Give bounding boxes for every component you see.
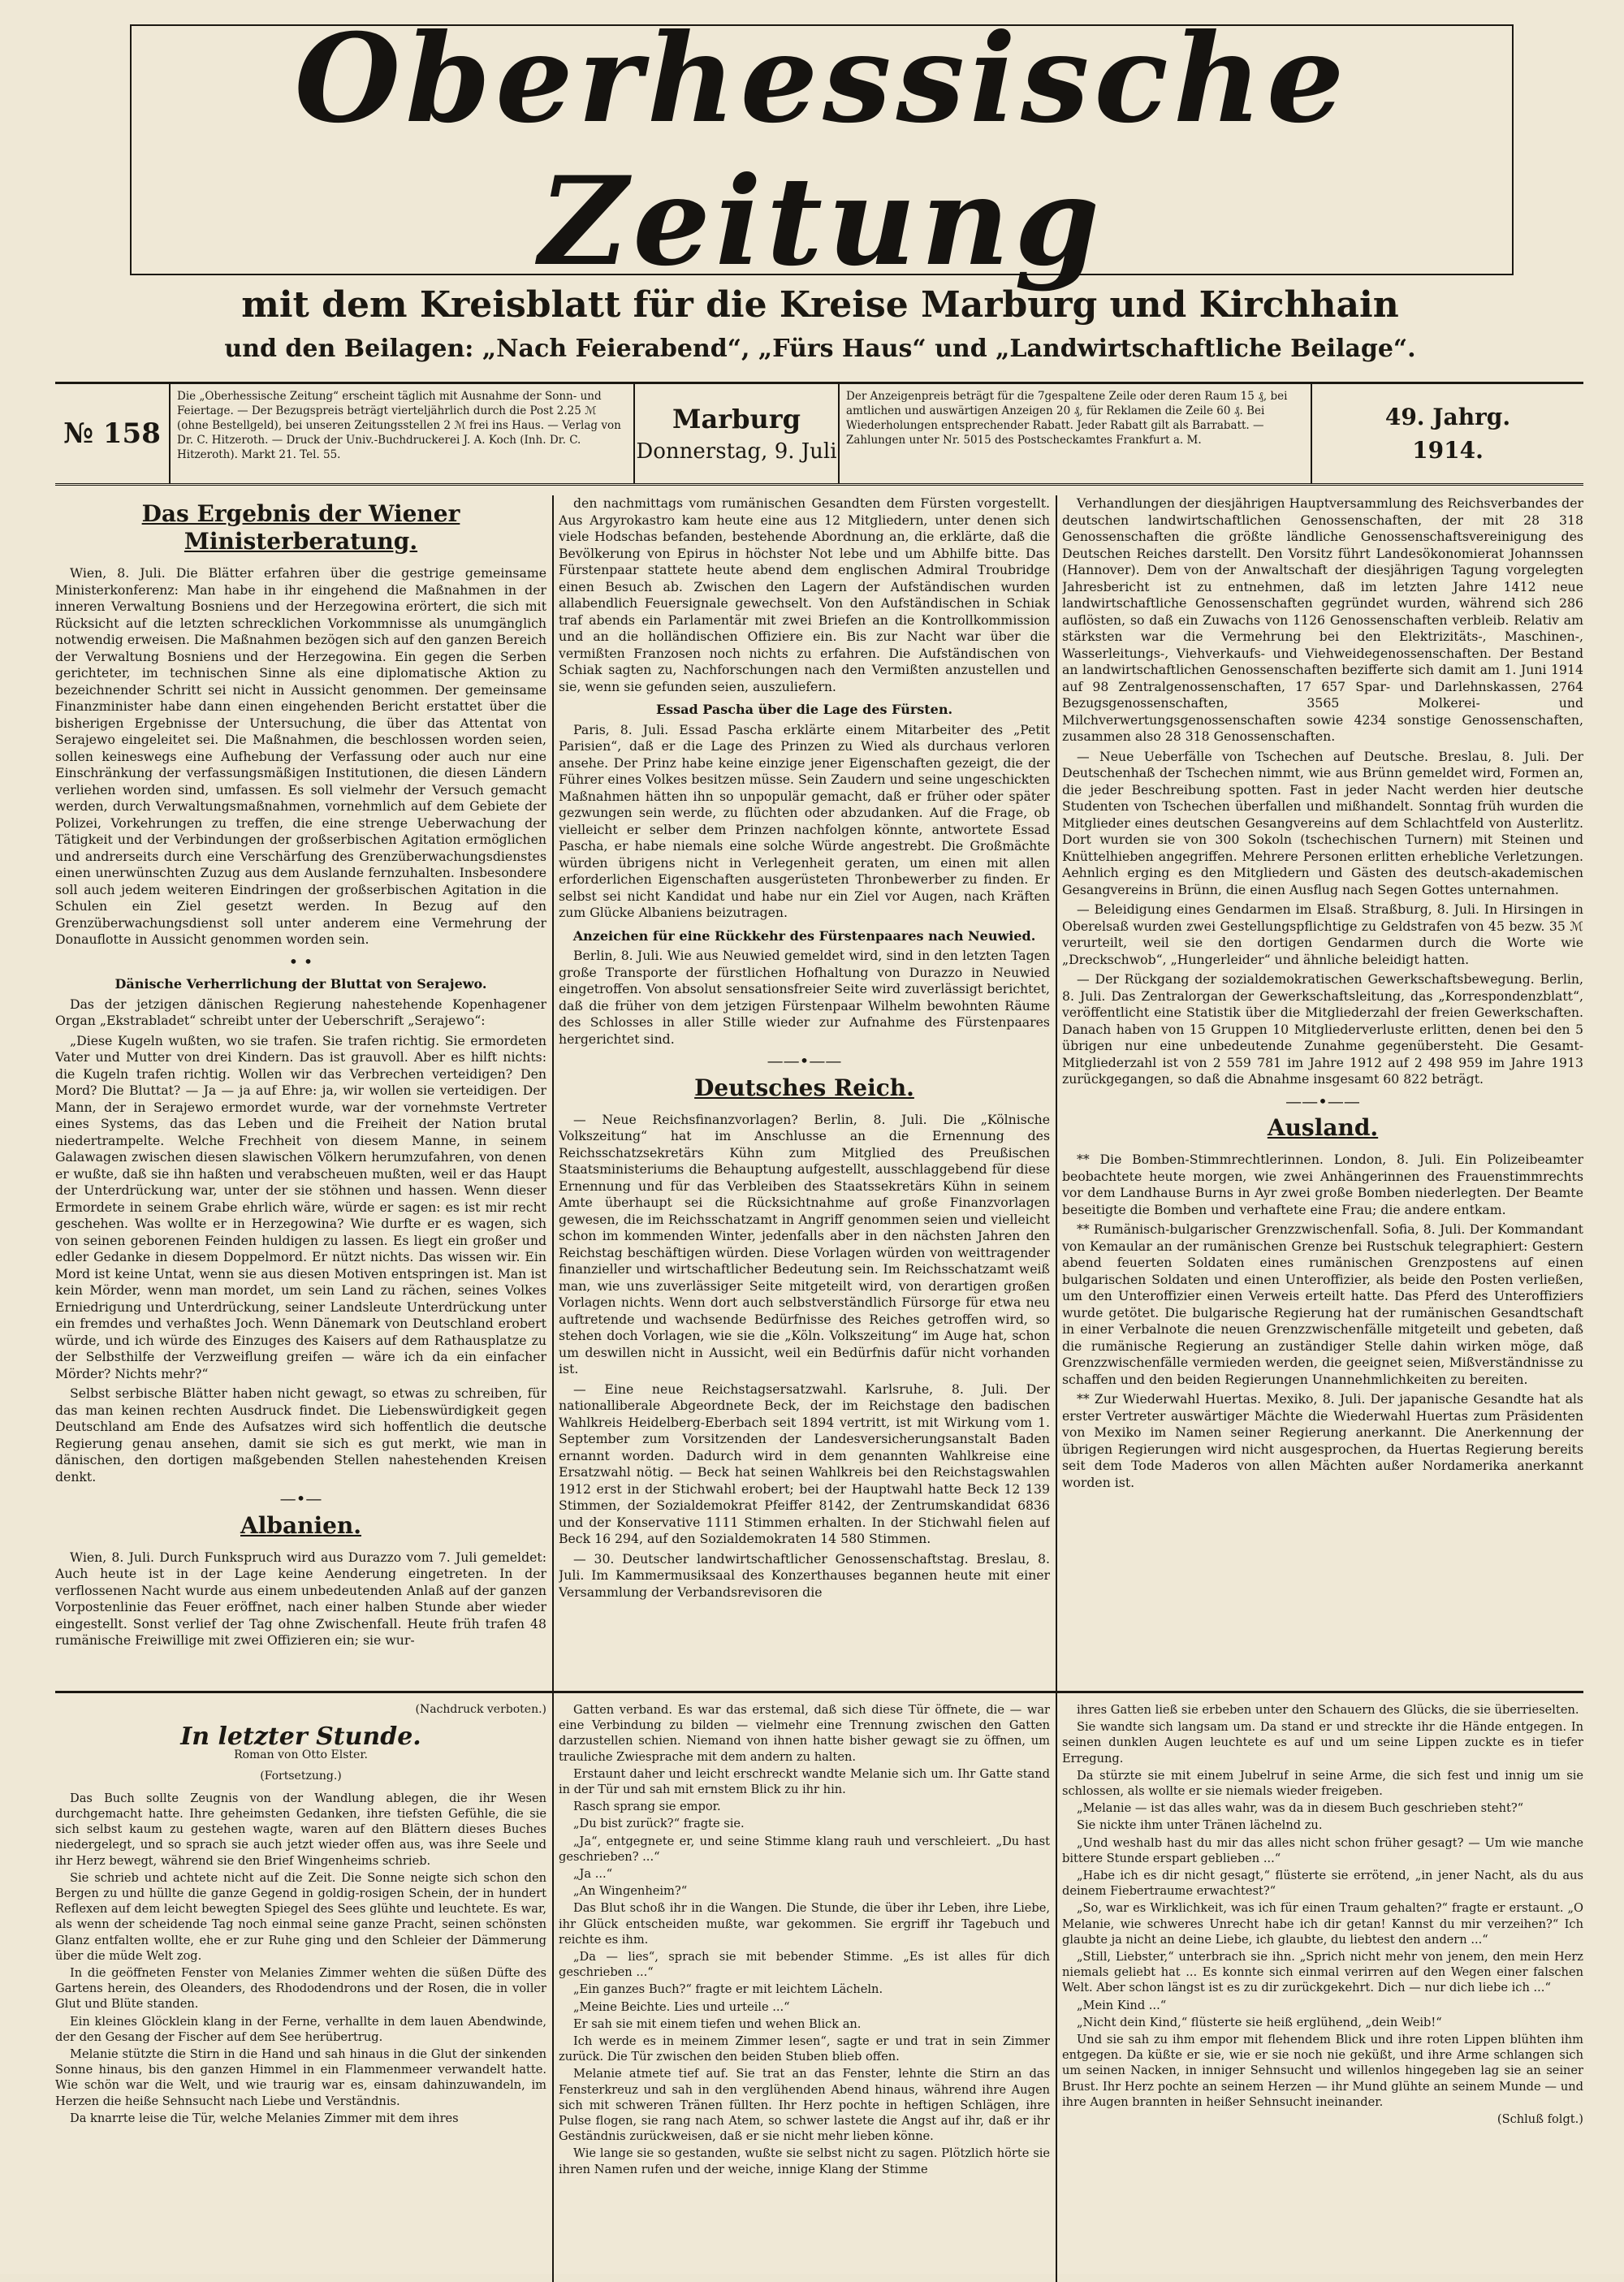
novel-paragraph: „Still, Liebster,“ unterbrach sie ihn. „Sprich nicht mehr von jenem, den mein Herz niemals geliebt hat ... Es konnte sich einmal verirren auf den Wegen einer falschen Welt. Aber schon längst ist es zu dir zurückgekehrt. Dich — nur dich liebe ich ...“	[1062, 1950, 1583, 1995]
article-headline: Das Ergebnis der Wiener Ministerberatung.	[141, 500, 460, 555]
column-rule	[1056, 495, 1057, 2282]
novel-paragraph: „Ein ganzes Buch?“ fragte er mit leichtem Lächeln.	[573, 1982, 883, 1997]
article-paragraph: — Der Rückgang der sozialdemokratischen Gewerkschaftsbewegung. Berlin, 8. Juli. Das Zentralorgan der Gewerkschaftsleitung, das „Korrespondenzblatt“, veröffentlicht eine Statistik über die Mitgliederzahl der freien Gewerkschaften. Danach haben von 15 Gruppen 10 Mitgliederverluste erlitten, denen bei den 5 übrigen nur eine unbedeutende Zunahme gegenübersteht. Die Gesamt-Mitgliederzahl ist von 2 559 781 im Jahre 1912 auf 2 498 959 im Jahre 1913 zurückgegangen, so daß die Abnahme insgesamt 60 822 beträgt.	[1062, 971, 1583, 1087]
novel-paragraph: „Ja ...“	[573, 1867, 613, 1882]
separator: ——•——	[1285, 1091, 1360, 1111]
feuilleton-rule	[55, 1691, 1583, 1693]
article-paragraph: Selbst serbische Blätter haben nicht gewagt, so etwas zu schreiben, für das man keinen rechten Ausdruck findet. Die Liebenswürdigkeit gegen Deutschland am Ende des Aufsatzes wird sich hoffentlich die deutsche Regierung genau ansehen, damit sie sich es gut merkt, wie man in dänischen, den dortigen maßgebenden Stellen nahestehenden Kreisen denkt.	[55, 1385, 546, 1485]
article-paragraph: ** Die Bomben-Stimmrechtlerinnen. London, 8. Juli. Ein Polizeibeamter beobachtete heute morgen, wie zwei Anhängerinnen des Frauenstimmrechts vor dem Landhause Burns in Ayr zwei große Bomben niederlegten. Der Beamte beseitigte die Bomben und verhaftete eine Frau; die andere entkam.	[1062, 1152, 1583, 1217]
novel-paragraph: „Nicht dein Kind,“ flüsterte sie heiß erglühend, „dein Weib!“	[1077, 2015, 1442, 2029]
article-headline: Albanien.	[240, 1511, 361, 1539]
novel-paragraph: (Schluß folgt.)	[1497, 2112, 1583, 2127]
section-headline: Deutsches Reich.	[694, 1074, 914, 1101]
novel-paragraph: Das Buch sollte Zeugnis von der Wandlung ablegen, die ihr Wesen durchgemacht hatte. Ihre geheimsten Gedanken, ihre tiefsten Gefühle, die sie sich selbst kaum zu gestehen wagte, waren auf den Blättern dieses Buches niedergelegt, und so sprach sie auch jetzt wieder offen aus, was ihre Seele und ihr Herz bewegt, während sie den Brief Wingenheims schrieb.	[55, 1791, 546, 1868]
supplements-line: und den Beilagen: „Nach Feierabend“, „Fürs Haus“ und „Landwirtschaftliche Beilage“.	[224, 335, 1416, 363]
issue-date: Donnerstag, 9. Juli	[636, 439, 837, 464]
volume-year	[1312, 384, 1583, 483]
novel-paragraph: Ein kleines Glöcklein klang in der Ferne, verhallte in dem lauen Abendwinde, der den Gesang der Fischer auf dem See herübertrug.	[55, 2014, 546, 2044]
novel-paragraph: „Melanie — ist das alles wahr, was da in diesem Buch geschrieben steht?“	[1077, 1801, 1524, 1816]
article-paragraph: — 30. Deutscher landwirtschaftlicher Genossenschaftstag. Breslau, 8. Juli. Im Kammermusiksaal des Konzerthauses begannen heute mit einer Versammlung der Verbandsrevisoren die	[559, 1550, 1050, 1600]
info-bar	[55, 382, 1583, 486]
novel-paragraph: „Meine Beichte. Lies und urteile ...“	[573, 1999, 790, 2014]
novel-paragraph: Sie wandte sich langsam um. Da stand er und streckte ihr die Hände entgegen. In seinen dunklen Augen leuchtete es auf und um seine Lippen zuckte es in tiefer Erregung.	[1062, 1720, 1583, 1766]
novel-paragraph: Sie nickte ihm unter Tränen lächelnd zu.	[1077, 1818, 1323, 1833]
novel-paragraph: Er sah sie mit einem tiefen und wehen Blick an.	[573, 2016, 862, 2031]
article-subheadline: Dänische Verherrlichung der Bluttat von Serajewo.	[114, 976, 487, 992]
article-subheadline: Anzeichen für eine Rückkehr des Fürstenpaares nach Neuwied.	[572, 927, 1036, 944]
article-paragraph: — Beleidigung eines Gendarmen im Elsaß. Straßburg, 8. Juli. In Hirsingen in Oberelsaß wurden zwei Gestellungspflichtige zu Geldstrafen von 45 bezw. 35 ℳ verurteilt, weil sie den dortigen Gendarmen durch die Worte wie „Dreckschwob“, „Hungerleider“ und ähnliche beleidigt hatten.	[1062, 901, 1583, 967]
feuilleton-column-3	[1062, 1702, 1583, 2222]
volume: 49. Jahrg.	[1384, 404, 1511, 430]
novel-paragraph: „Da — lies“, sprach sie mit bebender Stimme. „Es ist alles für dich geschrieben ...“	[559, 1950, 1050, 1980]
novel-paragraph: Rasch sprang sie empor.	[573, 1800, 721, 1814]
novel-paragraph: Das Blut schoß ihr in die Wangen. Die Stunde, die über ihr Leben, ihre Liebe, ihr Glück entscheiden mußte, war gekommen. Sie ergriff ihr Tagebuch und reichte es ihm.	[559, 1901, 1050, 1947]
newspaper-title: Oberhessische Zeitung	[130, 24, 1514, 275]
article-paragraph: — Neue Ueberfälle von Tschechen auf Deutsche. Breslau, 8. Juli. Der Deutschenhaß der Tschechen nimmt, wie aus Brünn gemeldet wird, Formen an, die jeder Beschreibung spotten. Fast in jeder Nacht werden hier deutsche Studenten von Tschechen überfallen und mißhandelt. Sonntag früh wurden die Mitglieder eines deutschen Gesangvereins auf dem Schlachtfeld von Austerlitz. Dort wurden sie von 300 Sokoln (tschechischen Turnern) mit Steinen und Knüttelhieben angegriffen. Mehrere Personen erlitten erhebliche Verletzungen. Aehnlich erging es den Mitgliedern und Gästen des deutsch-akademischen Gesangvereins in Brünn, die einen Ausflug nach Segen Gottes unternahmen.	[1062, 748, 1583, 897]
novel-paragraph: Da stürzte sie mit einem Jubelruf in seine Arme, die sich fest und innig um sie schlossen, als wollte er sie niemals wieder freigeben.	[1062, 1768, 1583, 1799]
novel-paragraph: „Du bist zurück?“ fragte sie.	[573, 1817, 745, 1831]
article-subheadline: Essad Pascha über die Lage des Fürsten.	[655, 702, 953, 717]
novel-paragraph: Gatten verband. Es war das erstemal, daß sich diese Tür öffnete, die — war eine Verbindung zu bilden — vielmehr eine Trennung zwischen den Gatten darzustellen schien. Niemand von ihnen hatte bisher gewagt sie zu öffnen, um trauliche Zwiesprache mit dem andern zu halten.	[559, 1703, 1050, 1764]
article-paragraph: Wien, 8. Juli. Durch Funkspruch wird aus Durazzo vom 7. Juli gemeldet: Auch heute ist in der Lage keine Aenderung eingetreten. In der verflossenen Nacht wurde aus einem unbedeutenden Anlaß auf der ganzen Vorpostenlinie das Feuer eröffnet, nach einer halben Stunde aber wieder eingestellt. Sonst verlief der Tag ohne Zwischenfall. Heute früh trafen 48 rumänische Freiwillige mit zwei Offizieren ein; sie wur-	[55, 1549, 546, 1648]
separator: —•—	[279, 1489, 322, 1508]
article-paragraph: Berlin, 8. Juli. Wie aus Neuwied gemeldet wird, sind in den letzten Tagen große Transporte der fürstlichen Hofhaltung von Durazzo in Neuwied eingetroffen. Von absolut sensationsfreier Seite wird zuverlässigt berichtet, daß die früher von dem jetzigen Fürstenpaar Wilhelm bewohnten Räume des Schlosses in aller Stille wieder zur Aufnahme des Fürstenpaares hergerichtet sind.	[559, 948, 1050, 1047]
article-paragraph: Das der jetzigen dänischen Regierung nahestehende Kopenhagener Organ „Ekstrabladet“ schreibt unter der Ueberschrift „Serajewo“:	[55, 996, 546, 1028]
novel-paragraph: ihres Gatten ließ sie erbeben unter den Schauern des Glücks, die sie überrieselten.	[1077, 1703, 1579, 1717]
article-paragraph: Wien, 8. Juli. Die Blätter erfahren über die gestrige gemeinsame Ministerkonferenz: Man habe in ihr eingehend die Maßnahmen in der inneren Verwaltung Bosniens und der Herzegowina erörtert, die sich mit Rücksicht auf die letzten schrecklichen Vorkommnisse als unumgänglich notwendig erweisen. Die Maßnahmen bezögen sich auf den ganzen Bereich der Verwaltung Bosniens und der Herzegowina. Ein gegen die Serben gerichteter, im technischen Sinne als eine diplomatische Aktion zu bezeichnender Schritt sei nicht in Aussicht genommen. Der gemeinsame Finanzminister habe dann einen eingehenden Bericht erstattet über die bisherigen Ergebnisse der Untersuchung, die über das Attentat von Serajewo eingeleitet sei. Die Maßnahmen, die beschlossen worden seien, sollen keineswegs eine Aufhebung der Verfassung oder auch nur eine Einschränkung der verfassungsmäßigen Institutionen, die diesen Ländern verliehen worden sind, umfassen. Es soll vielmehr der Versuch gemacht werden, durch Verwaltungsmaßnahmen, vornehmlich auf dem Gebiete der Polizei, Vorkehrungen zu treffen, die eine strenge Ueberwachung der Tätigkeit und der Verbindungen der großserbischen Agitation ermöglichen und andrerseits durch eine Verschärfung des Grenzüberwachungsdienstes einen unerwünschten Zuzug aus dem Auslande fernzuhalten. Insbesondere soll auch jedem weiteren Eindringen der großserbischen Agitation in die Schulen ein Ziel gesetzt werden. In Bezug auf den Grenzüberwachungsdienst soll unter anderem eine Vermehrung der Donauflotte in Aussicht genommen worden sein.	[55, 565, 546, 947]
novel-paragraph: Wie lange sie so gestanden, wußte sie selbst nicht zu sagen. Plötzlich hörte sie ihren Namen rufen und der weiche, innige Klang der Stimme	[559, 2146, 1050, 2176]
separator: ——•——	[767, 1051, 842, 1070]
novel-paragraph: „Und weshalb hast du mir das alles nicht schon früher gesagt? — Um wie manche bittere Stunde erspart geblieben ...“	[1062, 1835, 1583, 1865]
novel-paragraph: „Habe ich es dir nicht gesagt,“ flüsterte sie errötend, „in jener Nacht, als du aus deinem Fiebertraume erwachtest?“	[1062, 1869, 1583, 1899]
novel-paragraph: In die geöffneten Fenster von Melanies Zimmer wehten die süßen Düfte des Gartens herein, des Oleanders, des Rhododendrons und der Rosen, die in voller Glut und Blüte standen.	[55, 1966, 546, 2012]
newspaper-subtitle: mit dem Kreisblatt für die Kreise Marburg und Kirchhain	[241, 284, 1399, 326]
novel-paragraph: Da knarrte leise die Tür, welche Melanies Zimmer mit dem ihres	[70, 2111, 459, 2125]
column-1	[55, 495, 546, 1665]
novel-paragraph: Ich werde es in meinem Zimmer lesen“, sagte er und trat in sein Zimmer zurück. Die Tür zwischen den beiden Stuben blieb offen.	[559, 2034, 1050, 2064]
section-headline: Ausland.	[1267, 1114, 1379, 1141]
column-rule	[552, 495, 554, 2282]
article-paragraph: — Eine neue Reichstagsersatzwahl. Karlsruhe, 8. Juli. Der nationalliberale Abgeordnete Beck, der im Reichstage den badischen Wahlkreis Heidelberg-Eberbach seit 1894 vertritt, ist mit Wirkung vom 1. September zum Vorsitzenden der Landesversicherungsanstalt Baden ernannt worden. Dadurch wird in dem genannten Wahlkreise eine Ersatzwahl nötig. — Beck hat seinen Wahlkreis bei den Reichstagswahlen 1912 erst in der Stichwahl erobert; bei der Hauptwahl hatte Beck 12 139 Stimmen, der Sozialdemokrat Pfeiffer 8142, der Zentrumskandidat 6836 und der Konservative 1111 Stimmen erhalten. In der Stichwahl fielen auf Beck 16 294, auf den Sozialdemokraten 14 580 Stimmen.	[559, 1381, 1050, 1546]
year: 1914.	[1412, 437, 1484, 464]
novel-author: Roman von Otto Elster.	[234, 1748, 368, 1762]
novel-title: In letzter Stunde.	[180, 1722, 421, 1752]
continuation-note: (Fortsetzung.)	[260, 1769, 342, 1783]
article-paragraph: den nachmittags vom rumänischen Gesandten dem Fürsten vorgestellt. Aus Argyrokastro kam heute eine aus 12 Mitgliedern, unter denen sich viele Hodschas befanden, bestehende Abordnung an, die erklärte, daß die Bevölkerung von Epirus in höchster Not lebe und um Abhilfe bitte. Das Fürstenpaar stattete heute abend dem englischen Admiral Troubridge einen Besuch ab. Zwischen den Lagern der Aufständischen wurden allabendlich Feuersignale gewechselt. Von den Aufständischen in Schiak traf abends ein Parlamentär mit zwei Briefen an die Kontrollkommission und an die holländischen Offiziere ein. Bis zur Nacht war über die vermißten Franzosen noch nichts zu erfahren. Die Aufständischen von Schiak sagten zu, Nachforschungen nach den Vermißten anzustellen und sie, wenn sie gefunden seien, auszuliefern.	[559, 495, 1050, 694]
novel-paragraph: „So, war es Wirklichkeit, was ich für einen Traum gehalten?“ fragte er erstaunt. „O Melanie, wie schweres Unrecht habe ich dir getan! Kannst du mir verzeihen?“ Ich glaubte ja nicht an deine Liebe, ich glaubte, du liebtest den andern ...“	[1062, 1901, 1583, 1947]
novel-paragraph: Melanie stützte die Stirn in die Hand und sah hinaus in die Glut der sinkenden Sonne hinaus, bis den ganzen Himmel in ein Flammenmeer verwandelt hatte. Wie schön war die Welt, und wie traurig war es, einsam dahinzuwandeln, im Herzen die heiße Sehnsucht nach Liebe und Verständnis.	[55, 2047, 546, 2108]
article-paragraph: „Diese Kugeln wußten, wo sie trafen. Sie trafen richtig. Sie ermordeten Vater und Mutter von drei Kindern. Das ist grauvoll. Aber es hilft nichts: die Kugeln trafen richtig. Wollen wir das Verbrechen verteidigen? Den Mord? Die Bluttat? — Ja — ja auf Ehre: ja, wir wollen sie verteidigen. Der Mann, der in Serajewo ermordet wurde, war der vornehmste Vertreter eines Systems, das das Leben und die Freiheit der Nation brutal niedertrampelte. Welche Frechheit von diesem Manne, in seinem Galawagen zwischen diesen slawischen Völkern herumzufahren, von denen er wußte, daß sie ihn haßten und verabscheuen mußten, weil er das Haupt der Unterdrückung war, unter der sie stöhnen und hassen. Wenn dieser Ermordete in seinem Grabe ehrlich wäre, würde er sagen: es ist mir recht geschehen. Was wollte er in Herzegowina? Wie durfte er es wagen, sich von seinen geborenen Feinden huldigen zu lassen. Es liegt ein großer und edler Gedanke in diesem Doppelmord. Er nützt nichts. Das wissen wir. Ein Mord ist keine Untat, wenn sie aus diesen Motiven entspringen ist. Man ist kein Mörder, wenn man mordet, um sein Land zu rächen, seines Volkes Erniedrigung und Unterdrückung, seiner Landsleute Unterdrückung unter ein fremdes und verhaßtes Joch. Wenn Dänemark von Deutschland erobert würde, und ich würde des Einzuges des Kaisers auf dem Rathausplatze zu der Selbsthilfe der Verzweiflung greifen — wäre ich da ein einfacher Mörder? Nichts mehr?“	[55, 1032, 546, 1381]
city: Marburg	[672, 404, 801, 434]
advertising-info: Der Anzeigenpreis beträgt für die 7gespaltene Zeile oder deren Raum 15 ₰, bei amtlichen und auswärtigen Anzeigen 20 ₰, für Reklamen die Zeile 60 ₰. Bei Wiederholungen entsprechender Rabatt. Jeder Rabatt gilt als Barrabatt. — Zahlungen unter Nr. 5015 des Postscheckamtes Frankfurt a. M.	[840, 384, 1312, 483]
novel-paragraph: „An Wingenheim?“	[573, 1884, 688, 1899]
article-paragraph: ** Zur Wiederwahl Huertas. Mexiko, 8. Juli. Der japanische Gesandte hat als erster Vertreter auswärtiger Mächte die Wiederwahl Huertas zum Präsidenten von Mexiko im Namen seiner Regierung anerkannt. Die Anerkennung der übrigen Regierungen wird nicht ausgesprochen, da Huertas Regierung bereits seit dem Tode Maderos von allen Mächten außer Nordamerika anerkannt worden ist.	[1062, 1391, 1583, 1490]
feuilleton-column-2	[559, 1702, 1050, 2222]
article-paragraph: Paris, 8. Juli. Essad Pascha erklärte einem Mitarbeiter des „Petit Parisien“, daß er die Lage des Prinzen zu Wied als durchaus verloren ansehe. Der Prinz habe keine einzige jener Eigenschaften gezeigt, die der Führer eines Volkes besitzen müsse. Sein Zaudern und seine ungeschickten Maßnahmen hätten ihn so unpopulär gemacht, daß er früher oder später gezwungen sein werde, zu flüchten oder abzudanken. Auf die Frage, ob vielleicht er selber dem Prinzen nachfolgen könnte, antwortete Essad Pascha, er habe niemals eine solche Würde angestrebt. Die Großmächte würden übrigens nicht in Verlegenheit geraten, um einen mit allen erforderlichen Eigenschaften ausgerüsteten Thronbewerber zu finden. Er selbst sei nicht Kandidat und habe nur ein Ziel vor Augen, nach Kräften zum Glücke Albaniens beizutragen.	[559, 721, 1050, 920]
novel-paragraph: Erstaunt daher und leicht erschreckt wandte Melanie sich um. Ihr Gatte stand in der Tür und sah mit ernstem Blick zu ihr hin.	[559, 1766, 1050, 1797]
separator: • •	[288, 951, 313, 971]
column-2	[559, 495, 1050, 1665]
reprint-notice: (Nachdruck verboten.)	[415, 1703, 546, 1716]
feuilleton-column-1	[55, 1702, 546, 2222]
article-paragraph: ** Rumänisch-bulgarischer Grenzzwischenfall. Sofia, 8. Juli. Der Kommandant von Kemaular an der rumänischen Grenze bei Rustschuk telegraphiert: Gestern abend feuerten Soldaten eines rumänischen Grenzpostens auf einen bulgarischen Soldaten und einen Unteroffizier, als beide den Posten verließen, um den Unteroffizier einen Verweis erteilt hatte. Das Pferd des Unteroffiziers wurde getötet. Die bulgarische Regierung hat der rumänischen Gesandtschaft in einer Verbalnote die neuen Grenzzwischenfälle mitgeteilt und gebeten, daß die rumänische Regierung an zuständiger Stelle dahin wirken möge, daß Grenzzwischenfälle vermieden werden, die geeignet seien, Mißverständnisse zu schaffen und den beiden Regierungen Unannehmlichkeiten zu bereiten.	[1062, 1221, 1583, 1387]
dateline	[635, 384, 840, 483]
article-paragraph: — Neue Reichsfinanzvorlagen? Berlin, 8. Juli. Die „Kölnische Volkszeitung“ hat im Anschlusse an die Ernennung des Reichsschatzsekretärs Kühn zum Mitglied des Preußischen Staatsministeriums die Behauptung aufgestellt, ausschlaggebend für diese Ernennung und für das Verbleiben des Staatssekretärs Kühn in seinem Amte überhaupt sei die Rücksichtnahme auf große Finanzvorlagen gewesen, die im Reichsschatzamt in Angriff genommen seien und vielleicht schon im kommenden Winter, jedenfalls aber in den nächsten Jahren den Reichstag beschäftigen würden. Diese Vorlagen würden von weittragender finanzieller und wirtschaftlicher Bedeutung sein. Im Reichsschatzamt weiß man, wie uns zuverlässiger Seite mitgeteilt wird, von derartigen großen Vorlagen nichts. Wenn dort auch selbstverständlich Fürsorge für etwa neu auftretende und wachsende Bedürfnisse des Reiches getroffen wird, so stehen doch Vorlagen, wie sie die „Köln. Volkszeitung“ im Auge hat, schon um deswillen nicht in Aussicht, weil ein Bedürfnis dafür nicht vorhanden ist.	[559, 1111, 1050, 1377]
article-paragraph: Verhandlungen der diesjährigen Hauptversammlung des Reichsverbandes der deutschen landwirtschaftlichen Genossenschaften, der mit 28 318 Genossenschaften die größte ländliche Genossenschaftsvereinigung des Deutschen Reiches darstellt. Den Vorsitz führt Landesökonomierat Johannssen (Hannover). Dem von der Anwaltschaft der diesjährigen Tagung vorgelegten Jahresbericht ist zu entnehmen, daß im letzten Jahre 1412 neue landwirtschaftliche Genossenschaften gegründet wurden, während sich 286 auflösten, so daß ein Zuwachs von 1126 Genossenschaften verbleib. Relativ am stärksten war die Vermehrung bei den Elektrizitäts-, Maschinen-, Wasserleitungs-, Viehverkaufs- und Viehweidegenossenschaften. Der Bestand an landwirtschaftlichen Genossenschaften bezifferte sich damit am 1. Juni 1914 auf 98 Zentralgenossenschaften, 17 657 Spar- und Darlehnskassen, 2764 Bezugsgenossenschaften, 3565 Molkerei- und Milchverwertungsgenossenschaften sowie 4234 sonstige Genossenschaften, zusammen also 28 318 Genossenschaften.	[1062, 495, 1583, 744]
novel-paragraph: „Ja“, entgegnete er, und seine Stimme klang rauh und verschleiert. „Du hast geschrieben? ...“	[559, 1834, 1050, 1864]
subscription-info: Die „Oberhessische Zeitung“ erscheint täglich mit Ausnahme der Sonn- und Feiertage. — Der Bezugspreis beträgt vierteljährlich durch die Post 2.25 ℳ (ohne Bestellgeld), bei unseren Zeitungsstellen 2 ℳ frei ins Haus. — Verlag von Dr. C. Hitzeroth. — Druck der Univ.-Buchdruckerei J. A. Koch (Inh. Dr. C. Hitzeroth). Markt 21. Tel. 55.	[171, 384, 635, 483]
column-3	[1062, 495, 1583, 1665]
issue-number: № 158	[55, 384, 171, 483]
novel-paragraph: Sie schrieb und achtete nicht auf die Zeit. Die Sonne neigte sich schon den Bergen zu und hüllte die ganze Gegend in goldig-rosigen Schein, der in hundert Reflexen auf dem leicht bewegten Spiegel des Sees glühte und leuchtete. Es war, als wenn der scheidende Tag noch einmal seine ganze Pracht, seinen schönsten Glanz entfalten wollte, ehe er zur Ruhe ging und den Schleier der Dämmerung über die müde Welt zog.	[55, 1870, 546, 1963]
novel-paragraph: Und sie sah zu ihm empor mit flehendem Blick und ihre roten Lippen blühten ihm entgegen. Da küßte er sie, wie er sie noch nie geküßt, und ihre Arme schlangen sich um seinen Nacken, in inniger Sehnsucht und willenlos hingegeben lag sie an seiner Brust. Ihr Herz pochte an seinem Herzen — ihr Mund glühte an seinem Munde — und ihre Augen brannten in heißer Sehnsucht ineinander.	[1062, 2033, 1583, 2109]
novel-paragraph: Melanie atmete tief auf. Sie trat an das Fenster, lehnte die Stirn an das Fensterkreuz und sah in den verglühenden Abend hinaus, während ihre Augen sich mit schweren Tränen füllten. Ihr Herz pochte in heftigen Schlägen, ihre Pulse flogen, sie rang nach Atem, so schwer lastete die Angst auf ihr, daß er ihr Geständnis zurückweisen, daß er sie nicht mehr lieben könne.	[559, 2067, 1050, 2144]
novel-paragraph: „Mein Kind ...“	[1077, 1998, 1167, 2012]
